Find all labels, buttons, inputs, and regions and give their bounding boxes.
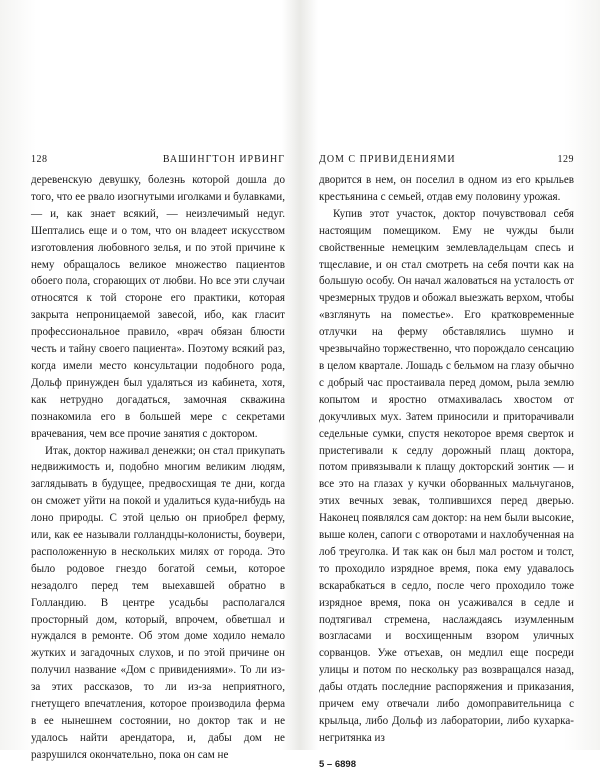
- left-page: [31, 152, 285, 764]
- right-running-head: [319, 152, 574, 166]
- right-page-number: 129: [557, 154, 574, 165]
- left-paragraph-1: деревенскую девушку, болезнь которой дошла до того, что ее рвало изогнутыми иголками и булавками, — и, как знает всякий, — неизлечимый недуг. Шептались еще и о том, что он владеет искусством изготовления любовного зелья, и по этой причине к нему обращалось великое множество пациентов обоего пола, сгорающих от любви. Но все эти случаи относятся к той стороне его практики, которая закрыта непроницаемой завесой, ибо, как гласит профессиональное правило, «врач обязан блюсти честь и тайну своего пациента». Поэтому всякий раз, когда имели место консультации подобного рода, Дольф принужден был удаляться из кабинета, хотя, как нетрудно догадаться, замочная скважина познакомила его в большей мере с секретами врачевания, чем все прочие занятия с доктором.: [31, 174, 285, 440]
- right-paragraph-1: дворится в нем, он поселил в одном из его крыльев крестьянина с семьей, отдав ему половину урожая.: [319, 174, 574, 203]
- right-paragraph-2: Купив этот участок, доктор почувствовал себя настоящим помещиком. Ему не чужды были свойственные немецким землевладельцам спесь и тщеславие, и он стал смотреть на себя почти как на большую особу. Он начал жаловаться на усталость от чрезмерных трудов и обожал выезжать верхом, чтобы «взглянуть на поместье». Его кратковременные отлучки на ферму обставлялись шумно и чрезвычайно торжественно, что порождало сенсацию в целом квартале. Лошадь с бельмом на глазу обычно с добрый час простаивала перед домом, рыла землю копытом и яростно отмахивалась хвостом от докучливых мух. Затем приносили и приторачивали седельные сумки, спустя некоторое время сверток и пристегивали к седлу дорожный плащ доктора, потом привязывали к плащу докторский зонтик — и все это на глазах у кучки оборванных мальчуганов, этих вечных зевак, толпившихся перед дверью. Наконец появлялся сам доктор: на нем были высокие, выше колен, сапоги с отворотами и нахлобученная на лоб треуголка. И так как он был мал ростом и толст, то проходило изрядное время, пока ему удавалось вскарабкаться в седло, после чего проходило тоже изрядное время, пока он усаживался в седле и подтягивал стремена, наслаждаясь изумленным возгласами и восхищенным взором уличных сорванцов. Уже отъехав, он медлил еще посреди улицы и потом по нескольку раз возвращался назад, дабы отдать последние распоряжения и приказания, причем ему отвечали либо домоправительница с крыльца, либо Дольф из лаборатории, либо кухарка-негритянка из: [319, 207, 575, 744]
- left-running-title: ВАШИНГТОН ИРВИНГ: [162, 154, 285, 165]
- left-paragraph-2: Итак, доктор наживал денежки; он стал прикупать недвижимость и, подобно многим великим людям, заглядывать в будущее, предвосхищая те дни, когда он сможет уйти на покой и удалиться куда-нибудь на лоно природы. С этой целью он приобрел ферму, или, как ее называли голландцы-колонисты, боувери, расположенную в нескольких милях от города. Это было родовое гнездо богатой семьи, которое незадолго перед тем выехавшей обратно в Голландию. В центре усадьбы располагался просторный дом, который, впрочем, обветшал и нуждался в ремонте. Об этом доме ходило немало жутких и загадочных слухов, и по этой причине он получил название «Дом с привидениями». То ли из-за этих рассказов, то ли из-за неприятного, гнетущего впечатления, которое производила ферма в ее нынешнем состоянии, но доктор так и не удалось найти арендатора, и, дабы дом не разрушился окончательно, пока он сам не: [31, 444, 285, 761]
- right-running-title: ДОМ С ПРИВИДЕНИЯМИ: [319, 154, 456, 165]
- left-running-head: [31, 152, 285, 166]
- printer-signature: 5 – 6898: [319, 758, 356, 770]
- left-page-number: 128: [31, 154, 48, 165]
- right-page: [319, 152, 574, 774]
